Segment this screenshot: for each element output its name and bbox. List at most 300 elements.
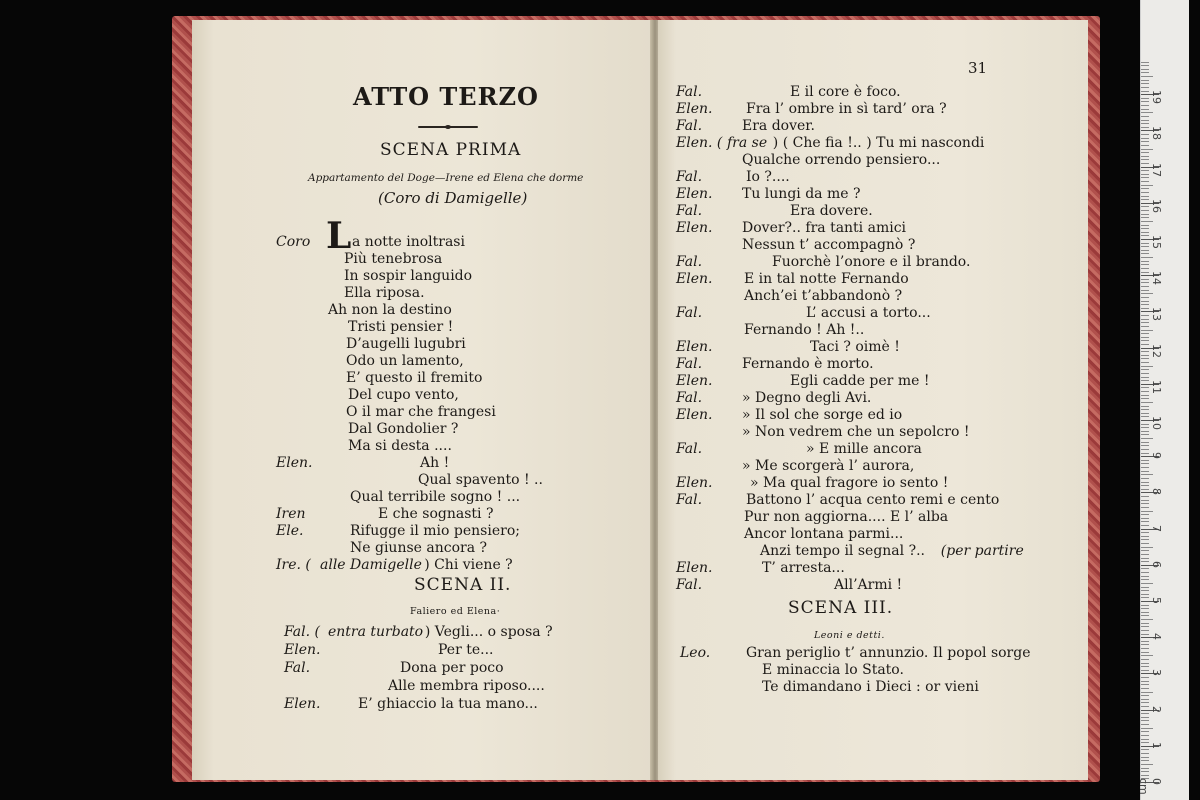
stage-direction: fra se [727,135,768,151]
ruler-tick [1141,547,1153,548]
ruler-tick [1141,145,1149,146]
ruler-tick [1141,217,1149,218]
verse-line: Tristi pensier ! [348,319,454,335]
ruler-tick [1141,72,1149,73]
verse-line: Pur non aggiorna.... E l’ alba [744,509,949,525]
speaker-label: Elen. [676,407,713,423]
ruler-label: 12 [1150,343,1163,358]
verse-line: Ah non la destino [328,302,452,318]
ruler-tick [1141,612,1149,613]
ruler-tick [1141,416,1149,417]
verse-line: All’Armi ! [834,577,903,593]
ruler-label: 5 [1150,597,1163,604]
ruler-tick [1141,608,1149,609]
verse-line: Ancor lontana parmi... [744,526,904,542]
ruler-tick [1141,366,1153,367]
verse-line: Te dimandano i Dieci : or vieni [762,679,979,695]
speaker-label: Ele. [276,523,304,539]
ruler-tick [1141,170,1149,171]
ruler-tick [1141,521,1149,522]
ruler-label: 18 [1150,126,1163,141]
ruler-tick [1141,742,1149,743]
speaker-label: Fal. [676,441,703,457]
ruler-tick [1141,199,1149,200]
ruler-label: 15 [1150,235,1163,249]
speaker-label: Elen. [676,271,713,287]
ruler-tick [1141,724,1149,725]
verse-line: E che sognasti ? [378,506,494,522]
speaker-label: Elen. [676,339,713,355]
verse-line: E il core è foco. [790,84,901,100]
scene-2-description: Faliero ed Elena· [410,606,501,617]
ruler-tick [1141,65,1149,66]
ruler-tick [1141,605,1149,606]
speaker-label: Elen. [276,455,313,471]
ruler-tick [1141,344,1149,345]
verse-line: Dal Gondolier ? [348,421,459,437]
ruler-tick [1141,663,1149,664]
ruler-tick [1141,391,1149,392]
speaker-label: Fal. [676,203,703,219]
ruler-tick [1141,652,1149,653]
verse-line: » Il sol che sorge ed io [742,407,903,423]
ruler-label: 2 [1150,705,1163,713]
left-page [192,20,655,780]
speaker-label: Fal. [676,492,703,508]
verse-line: a notte inoltrasi [352,234,465,250]
ruler-tick [1141,91,1149,92]
ruler-tick [1141,757,1149,758]
ruler-tick [1141,431,1149,432]
speaker-label: Elen. [284,696,321,712]
verse-line: Tu lungi da me ? [742,186,861,202]
ruler-tick [1141,438,1153,439]
verse-line: Taci ? oimè ! [810,339,900,355]
ruler-tick [1141,152,1149,153]
ruler-tick [1141,279,1149,280]
ruler-tick [1141,771,1149,772]
chorus-note: (Coro di Damigelle) [378,189,528,207]
speaker-label: Elen. [676,220,713,236]
verse-line: Gran periglio t’ annunzio. Il popol sorge [746,645,1031,661]
verse-line: Era dovere. [790,203,873,219]
ruler-tick [1141,587,1149,588]
ruler-tick [1141,120,1149,121]
verse-line: » Ma qual fragore io sento ! [750,475,949,491]
ruler-tick [1141,572,1149,573]
ruler-tick [1141,261,1149,262]
ruler-tick [1141,290,1149,291]
ruler-tick [1141,141,1149,142]
speaker-label: Elen. [676,101,713,117]
ruler-tick [1141,500,1149,501]
ruler-label: 14 [1150,271,1163,286]
ruler-tick [1141,760,1149,761]
ruler-tick [1141,362,1149,363]
ruler-tick [1141,644,1149,645]
speaker-label: Fal. [676,169,703,185]
ruler-tick [1141,688,1149,689]
ruler-tick [1141,377,1149,378]
speaker-label: Fal. [676,84,703,100]
ruler-tick [1141,76,1153,77]
ruler-tick [1141,590,1149,591]
stage-direction: (per partire [940,543,1024,559]
ruler-tick [1141,402,1153,403]
ruler-tick [1141,387,1149,388]
ruler-tick [1141,109,1149,110]
ruler-tick [1141,583,1153,584]
ruler-label: 4 [1150,633,1163,641]
verse-line: Fuorchè l’onore e il brando. [772,254,971,270]
ruler-tick [1141,304,1149,305]
ruler-tick [1141,210,1149,211]
verse-line: Fra l’ ombre in sì tard’ ora ? [746,101,947,117]
ruler-tick [1141,301,1149,302]
ruler-tick [1141,539,1149,540]
ruler-tick [1141,561,1149,562]
speaker-label: Leo. [680,645,711,661]
ruler-tick [1141,619,1153,620]
ruler-tick [1141,558,1149,559]
verse-line: Era dover. [742,118,815,134]
verse-line: ) Vegli... o sposa ? [424,624,553,640]
ruler-tick [1141,355,1149,356]
ruler-tick [1141,681,1149,682]
ruler-tick [1141,127,1149,128]
ruler-tick [1141,330,1153,331]
ruler-label: 8 [1150,488,1163,496]
ruler-tick [1141,413,1149,414]
ruler-tick [1141,507,1149,508]
ruler-tick [1141,568,1149,569]
scene-3-description: Leoni e detti. [814,630,885,641]
verse-line: Anzi tempo il segnal ?.. [760,543,925,559]
ruler-tick [1141,615,1149,616]
ruler-tick [1141,728,1153,729]
speaker-label: Elen. [284,642,321,658]
speaker-label: Fal. [676,254,703,270]
ruler-tick [1141,123,1149,124]
ruler-tick [1141,105,1149,106]
scene-1-title: SCENA PRIMA [380,140,522,160]
ruler-tick [1141,471,1149,472]
verse-line: E’ questo il fremito [346,370,483,386]
ruler-label: 16 [1150,198,1163,213]
verse-line: Fernando ! Ah !.. [744,322,865,338]
verse-line: Anch’ei t’abbandonò ? [744,288,903,304]
speaker-label: Fal. [676,577,703,593]
ornament-dot [445,125,451,129]
ruler-tick [1141,406,1149,407]
ruler-tick [1141,409,1149,410]
verse-line: ) Chi viene ? [424,557,513,573]
ruler-tick [1141,514,1149,515]
ruler-tick [1141,250,1149,251]
ruler-tick [1141,739,1149,740]
verse-line: » Me scorgerà l’ aurora, [742,458,915,474]
verse-line: Rifugge il mio pensiero; [350,523,520,539]
measuring-ruler [1137,0,1189,800]
ruler-tick [1141,326,1149,327]
verse-line: In sospir languido [344,268,473,284]
ruler-tick [1141,286,1149,287]
verse-line: Nessun t’ accompagnò ? [742,237,916,253]
ruler-tick [1141,196,1149,197]
ruler-tick [1141,149,1153,150]
speaker-label: Elen. [676,373,713,389]
drop-cap: L [326,215,352,257]
ruler-tick [1141,641,1149,642]
verse-line: T’ arresta... [762,560,845,576]
ruler-tick [1141,235,1149,236]
speaker-label: Elen. ( [676,135,723,151]
verse-line: Egli cadde per me ! [790,373,930,389]
ruler-label: 7 [1150,524,1163,532]
ruler-tick [1141,297,1149,298]
ruler-tick [1141,192,1149,193]
ruler-tick [1141,156,1149,157]
ruler-tick [1141,463,1149,464]
ruler-tick [1141,293,1153,294]
ruler-tick [1141,768,1149,769]
speaker-label: Elen. [676,475,713,491]
ruler-tick [1141,163,1149,164]
verse-line: ) ( Che fia !.. ) Tu mi nascondi [772,135,985,151]
ruler-tick [1141,398,1149,399]
ruler-tick [1141,87,1149,88]
ruler-tick [1141,185,1153,186]
verse-line: Per te... [438,642,494,658]
ruler-tick [1141,116,1149,117]
ruler-label: 11 [1150,379,1163,394]
verse-line: E in tal notte Fernando [744,271,909,287]
ruler-tick [1141,677,1149,678]
ruler-tick [1141,720,1149,721]
page-number: 31 [968,59,988,77]
ruler-tick [1141,62,1149,63]
ruler-tick [1141,525,1149,526]
scene-2-title: SCENA II. [414,575,512,595]
ruler-tick [1141,373,1149,374]
ruler-tick [1141,597,1149,598]
verse-line: Alle membra riposo.... [388,678,545,694]
ruler-tick [1141,735,1149,736]
ruler-tick [1141,666,1149,667]
verse-line: Dover?.. fra tanti amici [742,220,907,236]
speaker-label: Iren [276,506,306,522]
ruler-tick [1141,699,1149,700]
right-page [658,20,1088,780]
ruler-tick [1141,333,1149,334]
ruler-label: 0 cm [1137,778,1163,795]
verse-line: Del cupo vento, [348,387,459,403]
ruler-tick [1141,485,1149,486]
ruler-tick [1141,453,1149,454]
ruler-tick [1141,315,1149,316]
ruler-tick [1141,554,1149,555]
ruler-tick [1141,101,1149,102]
ruler-tick [1141,272,1149,273]
ruler-tick [1141,623,1149,624]
ruler-tick [1141,174,1149,175]
ruler-tick [1141,634,1149,635]
act-title: ATTO TERZO [353,82,539,111]
ruler-tick [1141,221,1153,222]
ruler-tick [1141,268,1149,269]
speaker-label: Coro [276,234,311,250]
verse-line: Dona per poco [400,660,504,676]
ruler-tick [1141,731,1149,732]
ruler-tick [1141,713,1149,714]
ruler-tick [1141,98,1149,99]
ruler-tick [1141,511,1153,512]
ruler-tick [1141,83,1149,84]
ruler-tick [1141,576,1149,577]
ruler-tick [1141,655,1153,656]
ruler-tick [1141,395,1149,396]
ruler-tick [1141,749,1149,750]
stage-direction: entra turbato [328,624,424,640]
ruler-tick [1141,322,1149,323]
ruler-tick [1141,594,1149,595]
ruler-tick [1141,478,1149,479]
verse-line: D’augelli lugubri [346,336,466,352]
ruler-tick [1141,684,1149,685]
ruler-tick [1141,706,1149,707]
verse-line: Io ?.... [746,169,790,185]
ruler-tick [1141,482,1149,483]
ruler-tick [1141,225,1149,226]
ruler-tick [1141,228,1149,229]
ruler-label: 1 [1150,741,1163,749]
ruler-tick [1141,308,1149,309]
speaker-label: Fal. [676,390,703,406]
ruler-tick [1141,467,1149,468]
ruler-tick [1141,319,1149,320]
ruler-tick [1141,427,1149,428]
ruler-tick [1141,246,1149,247]
ruler-tick [1141,630,1149,631]
stage-direction: alle Damigelle [320,557,422,573]
ruler-tick [1141,550,1149,551]
ruler-label: 17 [1150,162,1163,177]
ruler-tick [1141,380,1149,381]
ruler-tick [1141,648,1149,649]
ruler-tick [1141,764,1153,765]
ruler-tick [1141,282,1149,283]
ruler-label: 10 [1150,416,1163,430]
ruler-tick [1141,69,1149,70]
ruler-tick [1141,626,1149,627]
ruler-tick [1141,536,1149,537]
verse-line: O il mar che frangesi [346,404,496,420]
verse-line: » Degno degli Avi. [742,390,872,406]
verse-line: Battono l’ acqua cento remi e cento [746,492,1000,508]
ruler-tick [1141,424,1149,425]
speaker-label: Fal. [676,305,703,321]
ruler-tick [1141,112,1153,113]
ruler-tick [1141,369,1149,370]
verse-line: Ella riposa. [344,285,425,301]
ruler-tick [1141,543,1149,544]
ruler-tick [1141,253,1149,254]
verse-line: L’ accusi a torto... [806,305,931,321]
ruler-tick [1141,717,1149,718]
ruler-tick [1141,257,1153,258]
ruler-label: 3 [1150,669,1163,677]
speaker-label: Elen. [676,560,713,576]
ruler-label: 6 [1150,560,1163,568]
ruler-tick [1141,496,1149,497]
ruler-tick [1141,503,1149,504]
speaker-label: Elen. [676,186,713,202]
ruler-tick [1141,695,1149,696]
verse-line: Fernando è morto. [742,356,874,372]
ruler-label: 9 [1150,452,1163,460]
speaker-label: Fal. [676,356,703,372]
ruler-tick [1141,442,1149,443]
ruler-tick [1141,243,1149,244]
speaker-label: Fal. [676,118,703,134]
ruler-tick [1141,474,1153,475]
verse-line: Ne giunse ancora ? [350,540,488,556]
scene-3-title: SCENA III. [788,598,894,618]
ruler-tick [1141,206,1149,207]
ruler-tick [1141,775,1149,776]
ruler-tick [1141,159,1149,160]
ruler-tick [1141,177,1149,178]
ruler-tick [1141,181,1149,182]
verse-line: Odo un lamento, [346,353,464,369]
ruler-label: 13 [1150,307,1163,322]
verse-line: Ma si desta .... [348,438,452,454]
verse-line: Ah ! [420,455,450,471]
ruler-tick [1141,214,1149,215]
ruler-tick [1141,753,1149,754]
ruler-tick [1141,80,1149,81]
scene-1-description: Appartamento del Doge—Irene ed Elena che dorme [308,172,584,184]
ruler-tick [1141,670,1149,671]
verse-line: Più tenebrosa [344,251,443,267]
verse-line: » E mille ancora [806,441,922,457]
ruler-tick [1141,232,1149,233]
ruler-tick [1141,692,1153,693]
ruler-tick [1141,188,1149,189]
ruler-tick [1141,579,1149,580]
speaker-label: Fal. ( [284,624,320,640]
ruler-tick [1141,264,1149,265]
ruler-tick [1141,460,1149,461]
ruler-tick [1141,532,1149,533]
ruler-tick [1141,449,1149,450]
ruler-tick [1141,445,1149,446]
ruler-tick [1141,138,1149,139]
ruler-tick [1141,337,1149,338]
ruler-tick [1141,434,1149,435]
ruler-tick [1141,358,1149,359]
ruler-label: 19 [1150,90,1163,105]
ruler-tick [1141,518,1149,519]
speaker-label: Ire. ( [276,557,311,573]
verse-line: Qual spavento ! .. [418,472,543,488]
verse-line: » Non vedrem che un sepolcro ! [742,424,970,440]
verse-line: Qualche orrendo pensiero... [742,152,941,168]
ruler-tick [1141,134,1149,135]
verse-line: E minaccia lo Stato. [762,662,904,678]
verse-line: Qual terribile sogno ! ... [350,489,521,505]
ruler-tick [1141,702,1149,703]
